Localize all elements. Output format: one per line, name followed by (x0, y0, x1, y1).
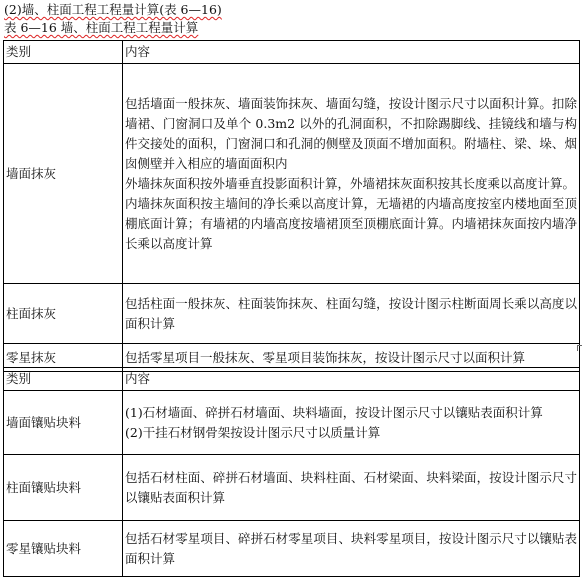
header-content: 内容 (123, 368, 580, 391)
content-paragraph: 外墙抹灰面积按外墙垂直投影面积计算，外墙裙抹灰面积按其长度乘以高度计算。 (125, 175, 576, 191)
table-header-row (4, 368, 580, 391)
row-category: 墙面抹灰 (4, 64, 123, 284)
content-paragraph: (1)石材墙面、碎拼石材墙面、块料墙面，按设计图示尺寸以镶贴表面积计算 (125, 404, 543, 420)
header-category: 类别 (4, 368, 123, 391)
row-category: 柱面抹灰 (4, 284, 123, 344)
corner-mark (577, 345, 582, 351)
table-row (4, 521, 580, 577)
table-row (4, 391, 580, 455)
row-content (123, 521, 580, 577)
table-caption (4, 20, 198, 36)
row-content (123, 64, 580, 284)
row-category: 零星抹灰 (4, 344, 123, 372)
table-row (4, 284, 580, 344)
heading-text: (2)墙、柱面工程工程量计算(表 6—16) (4, 2, 222, 17)
row-content (123, 391, 580, 455)
section-heading (4, 2, 222, 18)
table-row (4, 455, 580, 521)
content-paragraph: 包括石材柱面、碎拼石材墙面、块料柱面、石材梁面、块料梁面，按设计图示尺寸以镶贴表面积计算 (125, 469, 577, 505)
caption-text: 表 6—16 墙、柱面工程工程量计算 (4, 20, 199, 35)
content-paragraph: 包括墙面一般抹灰、墙面装饰抹灰、墙面勾缝，按设计图示尺寸以面积计算。扣除墙裙、门窗洞口及单个 0.3m2 以外的孔洞面积，不扣除踢脚线、挂镜线和墙与构件交接处的面积，门窗洞口和孔洞的侧壁及顶面不增加面积。附墙柱、梁、垛、烟囱侧壁并入相应的墙面面积内 (125, 95, 577, 171)
table-row (4, 64, 580, 284)
row-content (123, 455, 580, 521)
content-paragraph: 包括零星项目一般抹灰、零星项目装饰抹灰，按设计图示尺寸以面积计算 (125, 349, 526, 365)
row-content (123, 284, 580, 344)
tile-quantity-table (3, 367, 580, 577)
content-paragraph: 包括柱面一般抹灰、柱面装饰抹灰、柱面勾缝，按设计图示柱断面周长乘以高度以面积计算 (125, 295, 577, 331)
content-paragraph: (2)干挂石材钢骨架按设计图示尺寸以质量计算 (125, 424, 381, 440)
row-category: 墙面镶贴块料 (4, 391, 123, 455)
table-header-row (4, 41, 580, 64)
header-content: 内容 (123, 41, 580, 64)
content-paragraph: 内墙抹灰面积按主墙间的净长乘以高度计算，无墙裙的内墙高度按室内楼地面至顶棚底面计算；有墙裙的内墙高度按墙裙顶至顶棚底面计算。内墙裙抹灰面按内墙净长乘以高度计算 (125, 195, 577, 251)
content-paragraph: 包括石材零星项目、碎拼石材零星项目、块料零星项目，按设计图示尺寸以镶贴表面积计算 (125, 530, 577, 566)
header-category: 类别 (4, 41, 123, 64)
row-category: 柱面镶贴块料 (4, 455, 123, 521)
plaster-quantity-table (3, 40, 580, 372)
row-category: 零星镶贴块料 (4, 521, 123, 577)
